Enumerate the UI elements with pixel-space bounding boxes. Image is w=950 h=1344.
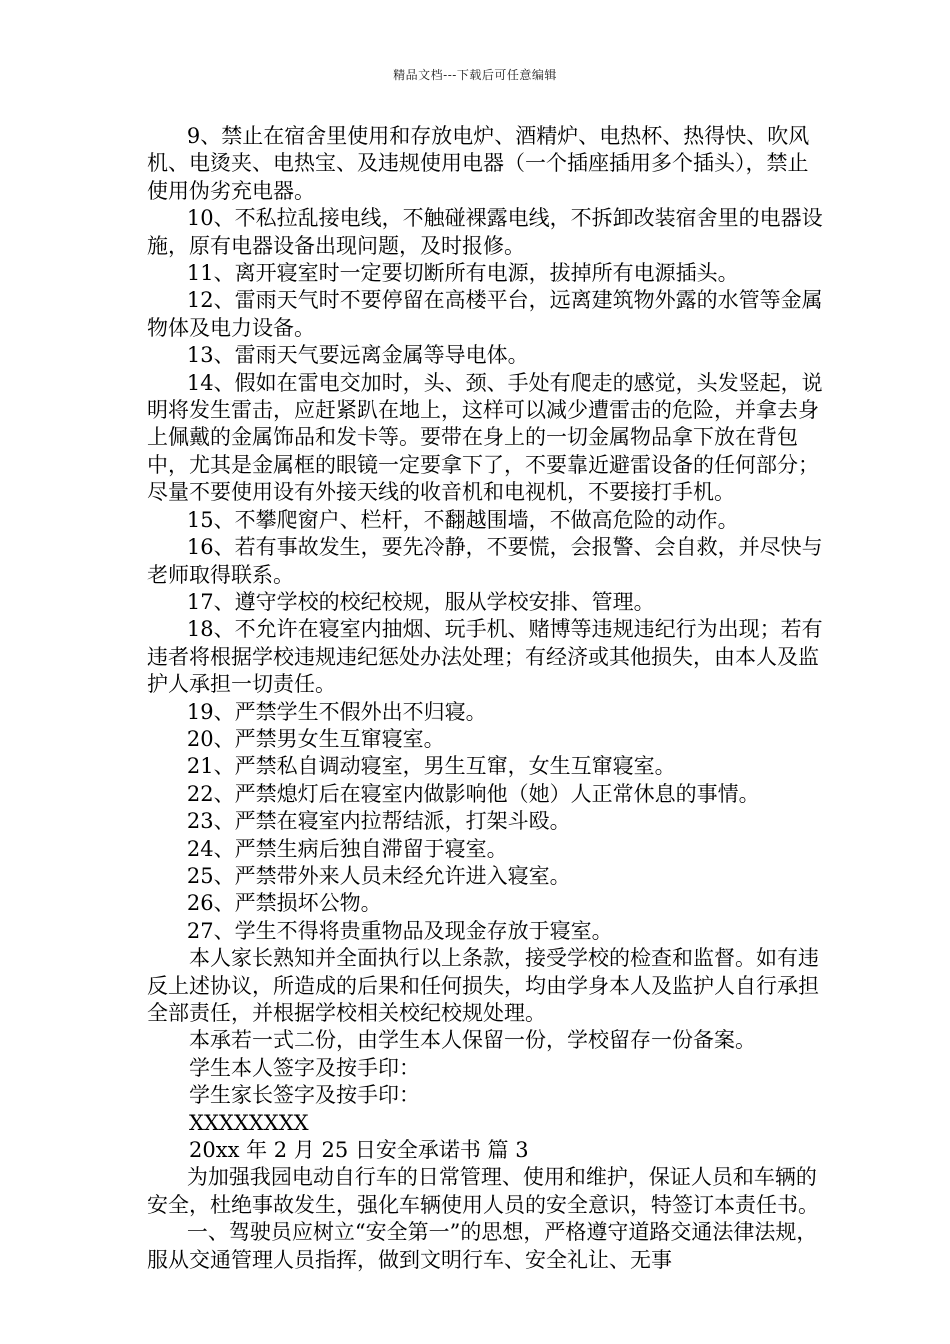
parent-signature-line: 学生家长签字及按手印： (189, 1083, 420, 1108)
copies-note: 本承若一式二份，由学生本人保留一份，学校留存一份备案。 (189, 1028, 756, 1053)
clause-17: 17、遵守学校的校纪校规，服从学校安排、管理。 (186, 589, 655, 614)
clause-24: 24、严禁生病后独自滞留于寝室。 (186, 836, 508, 861)
student-signature-line: 学生本人签字及按手印： (189, 1055, 420, 1080)
signature-placeholder: XXXXXXXX (189, 1110, 309, 1135)
clause-21: 21、严禁私自调动寝室，男生互窜，女生互窜寝室。 (186, 754, 676, 779)
clause-10: 10、不私拉乱接电线，不触碰裸露电线，不拆卸改装宿舍里的电器设施，原有电器设备出现问题，及时报修。 (147, 206, 823, 258)
clause-26: 26、严禁损坏公物。 (186, 891, 382, 916)
section-clause-1: 一、驾驶员应树立“安全第一”的思想，严格遵守道路交通法律法规，服从交通管理人员指挥，做到文明行车、安全礼让、无事 (147, 1220, 818, 1272)
document-body (147, 123, 827, 1274)
section-title: 20xx 年 2 月 25 日安全承诺书 篇 3 (189, 1138, 529, 1163)
section-intro: 为加强我园电动自行车的日常管理、使用和维护，保证人员和车辆的安全，杜绝事故发生，强化车辆使用人员的安全意识，特签订本责任书。 (147, 1165, 819, 1217)
clause-16: 16、若有事故发生，要先冷静，不要慌，会报警、会自救，并尽快与老师取得联系。 (147, 535, 823, 587)
clause-20: 20、严禁男女生互窜寝室。 (186, 726, 445, 751)
clause-22: 22、严禁熄灯后在寝室内做影响他（她）人正常休息的事情。 (186, 781, 760, 806)
clause-14: 14、假如在雷电交加时，头、颈、手处有爬走的感觉，头发竖起，说明将发生雷击，应赶紧趴在地上，这样可以减少遭雷击的危险，并拿去身上佩戴的金属饰品和发卡等。要带在身上的一切金属物品拿下放在背包中，尤其是金属框的眼镜一定要拿下了，不要靠近避雷设备的任何部分；尽量不要使用设有外接天线的收音机和电视机，不要接打手机。 (147, 370, 823, 505)
clause-12: 12、雷雨天气时不要停留在高楼平台，远离建筑物外露的水管等金属物体及电力设备。 (147, 288, 823, 340)
clause-15: 15、不攀爬窗户、栏杆，不翻越围墙，不做高危险的动作。 (186, 507, 739, 532)
clause-25: 25、严禁带外来人员未经允许进入寝室。 (186, 863, 571, 888)
clause-9: 9、禁止在宿舍里使用和存放电炉、酒精炉、电热杯、热得快、吹风机、电烫夹、电热宝、及违规使用电器（一个插座插用多个插头），禁止使用伪劣充电器。 (147, 124, 810, 203)
clause-18: 18、不允许在寝室内抽烟、玩手机、赌博等违规违纪行为出现；若有违者将根据学校违规违纪惩处办法处理；有经济或其他损失，由本人及监护人承担一切责任。 (147, 617, 823, 697)
page-header: 精品文档---下载后可任意编辑 (393, 68, 557, 82)
clause-27: 27、学生不得将贵重物品及现金存放于寝室。 (186, 918, 613, 943)
clause-13: 13、雷雨天气要远离金属等导电体。 (186, 343, 529, 368)
clause-23: 23、严禁在寝室内拉帮结派，打架斗殴。 (186, 809, 571, 834)
clause-11: 11、离开寝室时一定要切断所有电源，拔掉所有电源插头。 (186, 261, 739, 286)
parent-statement: 本人家长熟知并全面执行以上条款，接受学校的检查和监督。如有违反上述协议，所造成的后果和任何损失，均由学身本人及监护人自行承担全部责任，并根据学校相关校纪校规处理。 (147, 946, 819, 1025)
clause-19: 19、严禁学生不假外出不归寝。 (186, 699, 487, 724)
